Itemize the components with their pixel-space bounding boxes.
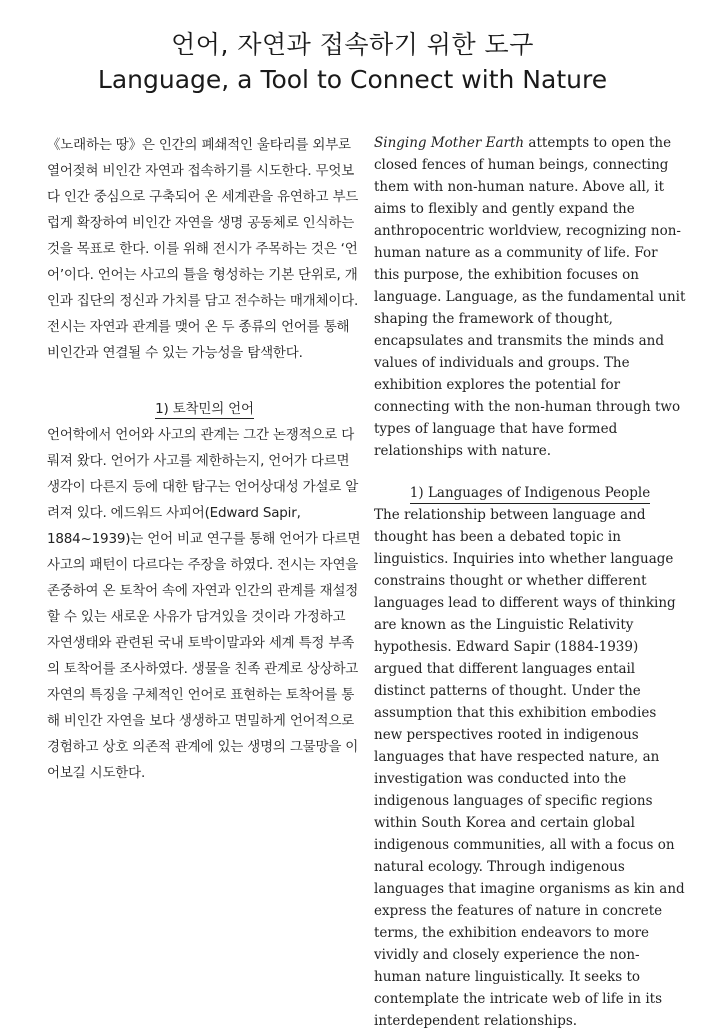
exhibition-title: Singing Mother Earth [374, 135, 525, 151]
korean-intro-paragraph: 《노래하는 땅》은 인간의 폐쇄적인 울타리를 외부로 열어젖혀 비인간 자연과 접속하기를 시도한다. 무엇보다 인간 중심으로 구축되어 온 세계관을 유연하고 부드럽게 확장하여 비인간 자연을 생명 공동체로 인식하는 것을 목표로 한다. 이를 위해 전시가 주목하는 것은 ‘언어’이다. 언어는 사고의 틀을 형성하는 기본 단위로, 개인과 집단의 정신과 가치를 담고 전수하는 매개체이다. 전시는 자연과 관계를 맺어 온 두 종류의 언어를 통해 비인간과 연결될 수 있는 가능성을 탐색한다. [47, 137, 359, 361]
english-section-heading-text: 1) Languages of Indigenous People [410, 485, 650, 504]
korean-column [47, 132, 362, 786]
english-section-heading [374, 482, 686, 504]
korean-section-heading-text: 1) 토착민의 언어 [155, 401, 254, 417]
korean-title: 언어, 자연과 접속하기 위한 도구 [171, 30, 534, 59]
english-intro-text: attempts to open the closed fences of human beings, connecting them with non-human nature. Above all, it aims to flexibly and gently expand the anthropocentric worldview, recognizing non-human nature as a community of life. For this purpose, the exhibition focuses on language. Language, as the fundamental unit shaping the framework of thought, encapsulates and transmits the minds and values of individuals and groups. The exhibition explores the potential for connecting with the non-human through two types of language that have formed relationships with nature. [374, 135, 686, 459]
page-title [0, 28, 705, 98]
english-section-body: The relationship between language and thought has been a debated topic in linguistics. Inquiries into whether language constrains thought or whether different languages lead to different ways of thinking are known as the Linguistic Relativity hypothesis. Edward Sapir (1884-1939) argued that different languages entail distinct patterns of thought. Under the assumption that this exhibition embodies new perspectives rooted in indigenous languages that have respected nature, an investigation was conducted into the indigenous languages of specific regions within South Korea and certain global indigenous communities, all with a focus on natural ecology. Through indigenous languages that imagine organisms as kin and express the features of nature in concrete terms, the exhibition endeavors to more vividly and closely experience the non-human nature linguistically. It seeks to contemplate the intricate web of life in its interdependent relationships. [374, 507, 685, 1029]
english-title: Language, a Tool to Connect with Nature [97, 65, 608, 94]
korean-section-heading [47, 396, 362, 422]
english-column [374, 132, 686, 1032]
english-intro-paragraph [374, 132, 686, 462]
korean-section-body: 언어학에서 언어와 사고의 관계는 그간 논쟁적으로 다뤄져 왔다. 언어가 사고를 제한하는지, 언어가 다르면 생각이 다른지 등에 대한 탐구는 언어상대성 가설로 알려져 있다. 에드워드 사피어(Edward Sapir, 1884~1939)는 언어 비교 연구를 통해 언어가 다르면 사고의 패턴이 다르다는 주장을 하였다. 전시는 자연을 존중하여 온 토착어 속에 자연과 인간의 관계를 재설정할 수 있는 새로운 사유가 담겨있을 것이라 가정하고 자연생태와 관련된 국내 토박이말과와 세계 특정 부족의 토착어를 조사하였다. 생물을 친족 관계로 상상하고 자연의 특징을 구체적인 언어로 표현하는 토착어를 통해 비인간 자연을 보다 생생하고 면밀하게 언어적으로 경험하고 상호 의존적 관계에 있는 생명의 그물망을 이어보길 시도한다. [47, 427, 361, 781]
